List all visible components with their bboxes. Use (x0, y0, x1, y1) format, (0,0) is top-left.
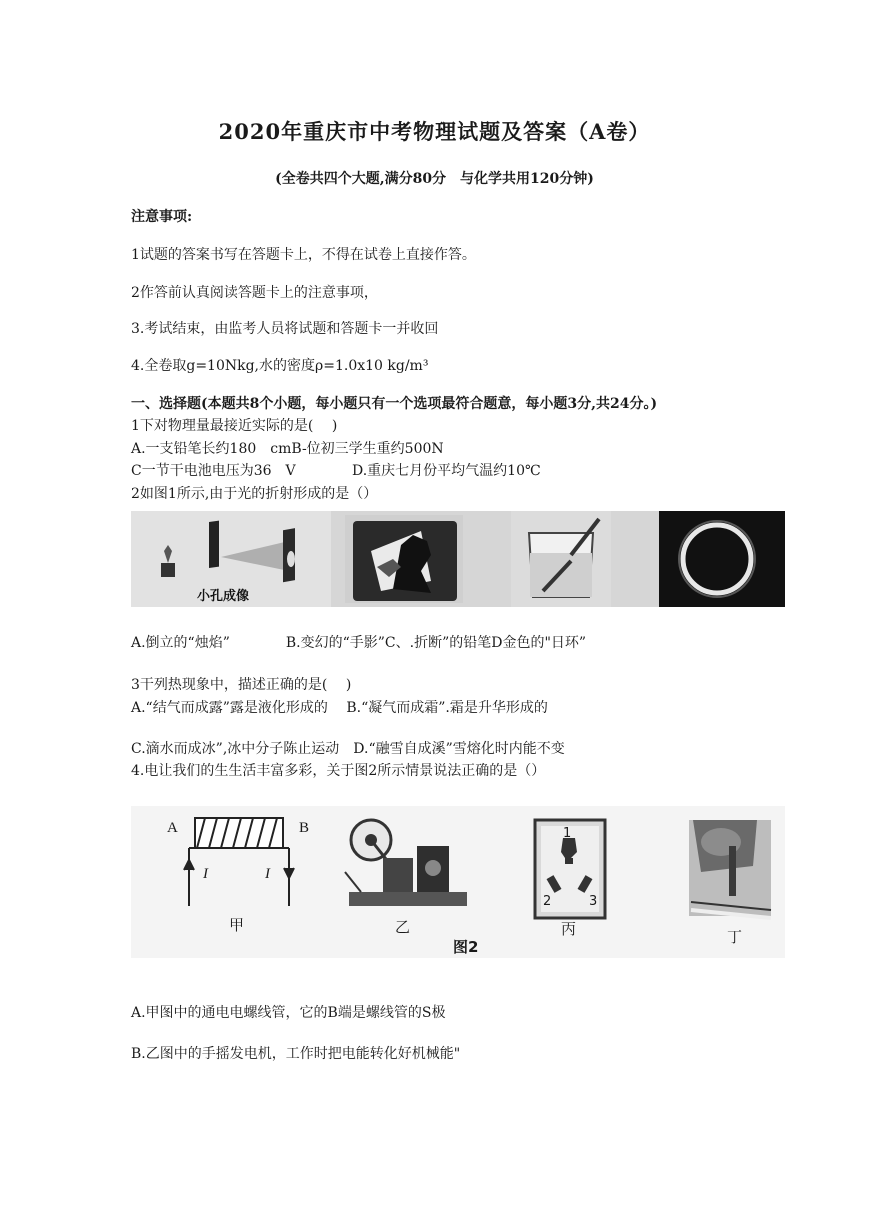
question-4-stem: 4.电让我们的生生活丰富多彩，关于图2所示情景说法正确的是（） (131, 763, 546, 779)
pinhole-caption: 小孔成像 (197, 589, 250, 604)
question-3-stem: 3干列热现象中，描述正确的是( ) (131, 677, 352, 693)
figure-label-bing: 丙 (561, 920, 577, 938)
question-2-stem: 2如图1所示,由于光的折射形成的是（） (131, 486, 378, 502)
question-1-stem: 1下对物理量最接近实际的是( ) (131, 418, 338, 434)
question-1-option-d: D.重庆七月份平均气温约10℃ (352, 463, 541, 479)
hand-shadow-image (345, 515, 463, 603)
question-2-options: A.倒立的“烛焰” B.变幻的“手影”C、.折断”的铅笔D金色的"日环” (131, 635, 587, 651)
notes-heading: 注意事项: (131, 209, 193, 225)
pencil-in-glass-image (511, 511, 611, 607)
socket-hole-1: 1 (563, 826, 572, 841)
solenoid-end-a: A (167, 820, 178, 836)
question-4-option-a: A.甲图中的通电电螺线管，它的B端是螺线管的S极 (131, 1005, 446, 1021)
hand-crank-generator-image (345, 820, 467, 906)
note-item: 2作答前认真阅读答题卡上的注意事项， (131, 285, 378, 301)
figure-label-ding: 丁 (727, 928, 743, 946)
question-1-options-ab: A.一支铅笔长约180 cmB-位初三学生重约500N (131, 441, 444, 457)
note-item: 1试题的答案书写在答题卡上，不得在试卷上直接作答。 (131, 247, 476, 263)
socket-hole-2: 2 (543, 894, 552, 909)
page-title: 2020年重庆市中考物理试题及答案（A卷） (218, 119, 651, 144)
annular-eclipse-image (659, 511, 785, 607)
question-3-options-ab: A.“结气而成露”露是液化形成的 B.“凝气而成霜”.霜是升华形成的 (131, 700, 548, 716)
page-subtitle: (全卷共四个大题,满分80分 与化学共用120分钟) (275, 171, 594, 187)
note-item: 3.考试结束，由监考人员将试题和答题卡一并收回 (131, 321, 439, 337)
figure-2 (131, 806, 785, 958)
figure-2-number: 图2 (453, 938, 479, 956)
question-1-option-c: C一节干电池电压为36 V (131, 463, 296, 479)
section-heading: 一、选择题(本题共8个小题，每小题只有一个选项最符合题意，每小题3分,共24分。) (131, 396, 658, 412)
solenoid-end-b: B (299, 820, 310, 836)
figure-label-yi: 乙 (395, 918, 411, 936)
test-pen-image (689, 820, 771, 918)
figure-label-jia: 甲 (229, 916, 245, 934)
note-item: 4.全卷取g=10Nkg,水的密度ρ=1.0x10 kg/m³ (131, 358, 429, 374)
current-label-right: I (265, 866, 270, 882)
question-3-options-cd: C.滴水而成冰”,冰中分子陈止运动 D.“融雪自成溪”雪熔化时内能不变 (131, 741, 565, 757)
socket-hole-3: 3 (589, 894, 598, 909)
solenoid-diagram (184, 818, 294, 906)
question-4-option-b: B.乙图中的手摇发电机，工作时把电能转化好机械能" (131, 1046, 461, 1062)
current-label-left: I (203, 866, 208, 882)
figure-1 (131, 511, 785, 607)
